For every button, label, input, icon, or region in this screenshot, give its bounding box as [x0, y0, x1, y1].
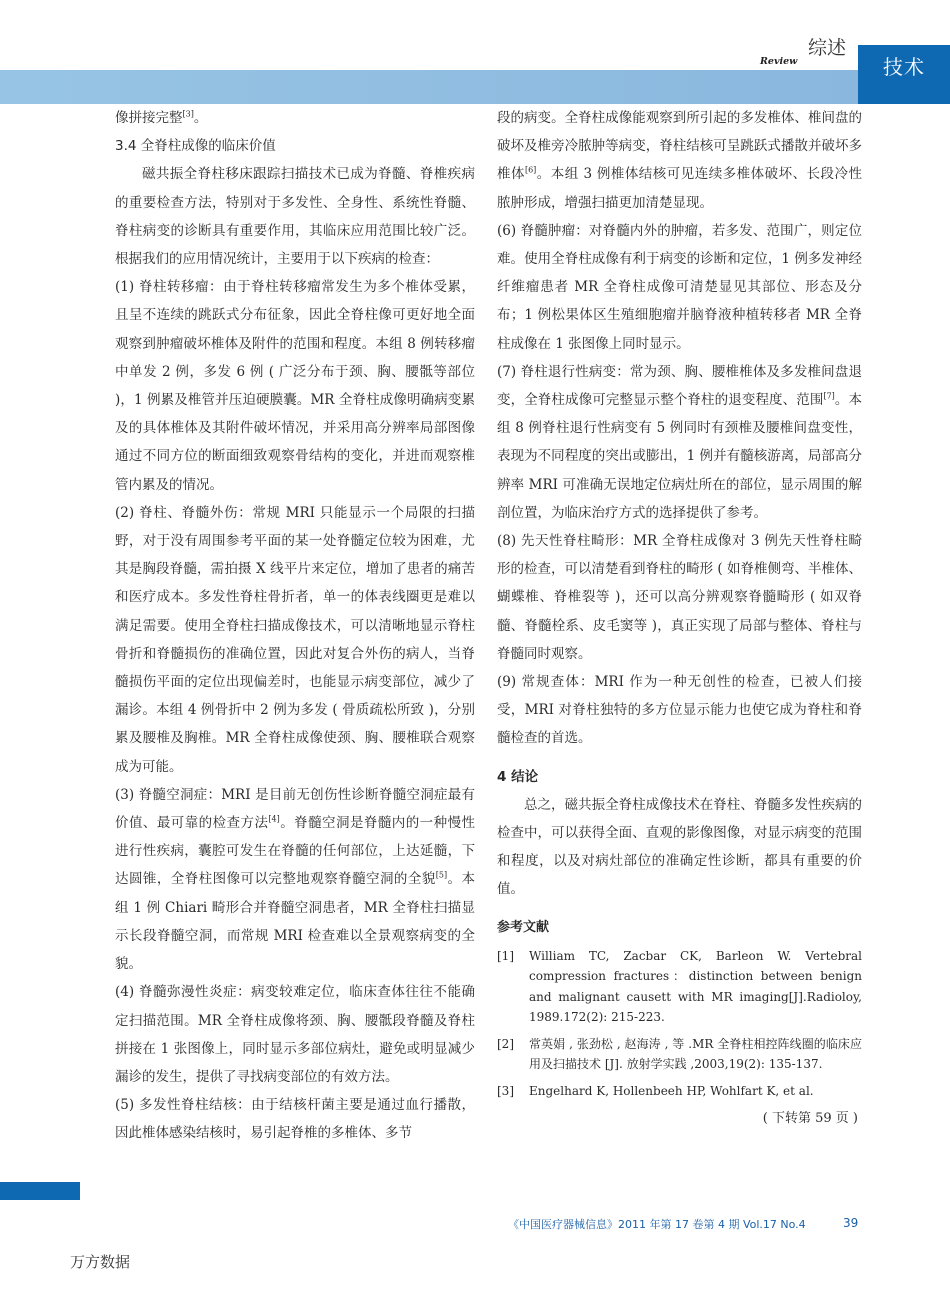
- paragraph: 段的病变。全脊柱成像能观察到所引起的多发椎体、椎间盘的破坏及椎旁冷脓肿等病变，脊柱结核可呈跳跃式播散并破坏多椎体[6]。本组 3 例椎体结核可见连续多椎体破坏、长段冷性脓肿形成，增强扫描更加清楚显现。: [497, 110, 863, 211]
- list-item: (9) 常规查体：MRI 作为一种无创性的检查，已被人们接受，MRI 对脊柱独特的多方位显示能力也使它成为脊柱和脊髓检查的首选。: [497, 674, 862, 747]
- list-item: (8) 先天性脊柱畸形：MR 全脊柱成像对 3 例先天性脊柱畸形的检查，可以清楚看到脊柱的畸形 ( 如脊椎侧弯、半椎体、蝴蝶椎、脊椎裂等 )，还可以高分辨观察脊髓畸形 ( 如双脊髓、脊髓栓系、皮毛窦等 )，真正实现了局部与整体、脊柱与脊髓同时观察。: [497, 533, 862, 662]
- header-band: [0, 70, 858, 104]
- paragraph: 总之，磁共振全脊柱成像技术在脊柱、脊髓多发性疾病的检查中，可以获得全面、直观的影像图像，对显示病变的范围和程度，以及对病灶部位的准确定性诊断，都具有重要的价值。: [497, 796, 862, 898]
- category-label: 技术: [883, 55, 925, 79]
- section-title-en: Review: [760, 56, 798, 67]
- list-item: (2) 脊柱、脊髓外伤：常规 MRI 只能显示一个局限的扫描野，对于没有周围参考平面的某一处脊髓定位较为困难，尤其是胸段脊髓，需拍摄 X 线平片来定位，增加了患者的痛苦和医疗成本。多发性脊柱骨折者，单一的体表线圈更是难以满足需要。使用全脊柱扫描成像技术，可以清晰地显示脊柱骨折和脊髓损伤的准确位置，因此对复合外伤的病人，当脊髓损伤平面的定位出现偏差时，也能显示病变部位，减少了漏诊。本组 4 例骨折中 2 例为多发 ( 骨质疏松所致 )，分别累及腰椎及胸椎。MR 全脊柱成像使颈、胸、腰椎联合观察成为可能。: [115, 504, 475, 775]
- paragraph: 像拼接完整[3]。: [115, 109, 208, 126]
- continued-note: ( 下转第 59 页 ): [762, 1111, 858, 1127]
- list-item: (1) 脊柱转移瘤：由于脊柱转移瘤常发生为多个椎体受累，且呈不连续的跳跃式分布征象，因此全脊柱像可更好地全面观察到肿瘤破坏椎体及附件的范围和程度。本组 8 例转移瘤中单发 2 例，多发 6 例 ( 广泛分布于颈、胸、腰骶等部位 )，1 例累及椎管并压迫硬膜囊。MR 全脊柱成像明确病变累及的具体椎体及其附件破坏情况，并采用高分辨率局部图像通过不同方位的断面细致观察骨结构的变化，并进而观察椎管内累及的情况。: [115, 279, 475, 493]
- reference-list: [497, 946, 862, 1127]
- subsection-heading: 3.4 全脊柱成像的临床价值: [115, 138, 276, 155]
- list-item: (3) 脊髓空洞症：MRI 是目前无创伤性诊断脊髓空洞症最有价值、最可靠的检查方法[4]。脊髓空洞是脊髓内的一种慢性进行性疾病，囊腔可发生在脊髓的任何部位，上达延髓，下达圆锥，全脊柱图像可以完整地观察脊髓空洞的全貌[5]。本组 1 例 Chiari 畸形合并脊髓空洞患者，MR 全脊柱扫描显示长段脊髓空洞，而常规 MRI 检查难以全景观察病变的全貌。: [115, 786, 476, 973]
- reference-text: William TC, Zacbar CK, Barleon W. Vertebral compression fractures：distinction between benign and malignant causett with MR imaging[J].Radioloy, 1989.172(2): 215-223.: [529, 948, 862, 1025]
- citation: [6]: [524, 165, 537, 175]
- reference-item: [497, 946, 862, 1028]
- right-column: [497, 104, 862, 1126]
- list-item: (5) 多发性脊柱结核：由于结核杆菌主要是通过血行播散，因此椎体感染结核时，易引起脊椎的多椎体、多节: [115, 1097, 475, 1142]
- citation: [4]: [268, 814, 280, 824]
- paragraph: 磁共振全脊柱移床跟踪扫描技术已成为脊髓、脊椎疾病的重要检查方法，特别对于多发性、全身性、系统性脊髓、脊柱病变的诊断具有重要作用，其临床应用范围比较广泛。根据我们的应用情况统计，主要用于以下疾病的检查：: [115, 166, 475, 268]
- reference-text: 常英娟 , 张劲松 , 赵海涛 , 等 .MR 全脊柱相控阵线圈的临床应用及扫描技术 [J]. 放射学实践 ,2003,19(2): 135-137.: [529, 1036, 862, 1072]
- reference-number: [2]: [497, 1036, 514, 1051]
- reference-number: [1]: [497, 948, 514, 963]
- section-title-cn: 综述: [808, 37, 847, 59]
- citation: [7]: [823, 391, 835, 401]
- reference-number: [3]: [497, 1083, 514, 1098]
- footer-band: [0, 1182, 80, 1200]
- page-number: 39: [843, 1216, 859, 1230]
- references-title: 参考文献: [497, 919, 550, 935]
- citation: [5]: [435, 870, 448, 880]
- reference-item: [497, 1081, 862, 1102]
- watermark: 万方数据: [70, 1253, 131, 1271]
- citation: [3]: [182, 109, 194, 119]
- category-badge: [858, 45, 950, 104]
- section-heading: 4 结论: [497, 768, 539, 785]
- list-item: (4) 脊髓弥漫性炎症：病变较难定位，临床查体往往不能确定扫描范围。MR 全脊柱成像将颈、胸、腰骶段脊髓及脊柱拼接在 1 张图像上，同时显示多部位病灶，避免或明显减少漏诊的发生，提供了寻找病变部位的有效方法。: [115, 984, 475, 1085]
- journal-footer: 《中国医疗器械信息》2011 年第 17 卷第 4 期 Vol.17 No.4: [508, 1218, 806, 1231]
- reference-item: [497, 1034, 862, 1075]
- list-item: (6) 脊髓肿瘤：对脊髓内外的肿瘤，若多发、范围广，则定位难。使用全脊柱成像有利于病变的诊断和定位，1 例多发神经纤维瘤患者 MR 全脊柱成像可清楚显见其部位、形态及分布；1 例松果体区生殖细胞瘤并脑脊液种植转移者 MR 全脊柱成像在 1 张图像上同时显示。: [497, 222, 862, 352]
- list-item: (7) 脊柱退行性病变：常为颈、胸、腰椎椎体及多发椎间盘退变，全脊柱成像可完整显示整个脊柱的退变程度、范围[7]。本组 8 例脊柱退行性病变有 5 例同时有颈椎及腰椎间盘变性，表现为不同程度的突出或膨出，1 例并有髓核游离，局部高分辨率 MRI 可准确无误地定位病灶所在的部位，显示周围的解剖位置，为临床治疗方式的选择提供了参考。: [497, 363, 863, 521]
- reference-text: Engelhard K, Hollenbeeh HP, Wohlfart K, et al.: [529, 1083, 814, 1098]
- left-column: [115, 104, 475, 1148]
